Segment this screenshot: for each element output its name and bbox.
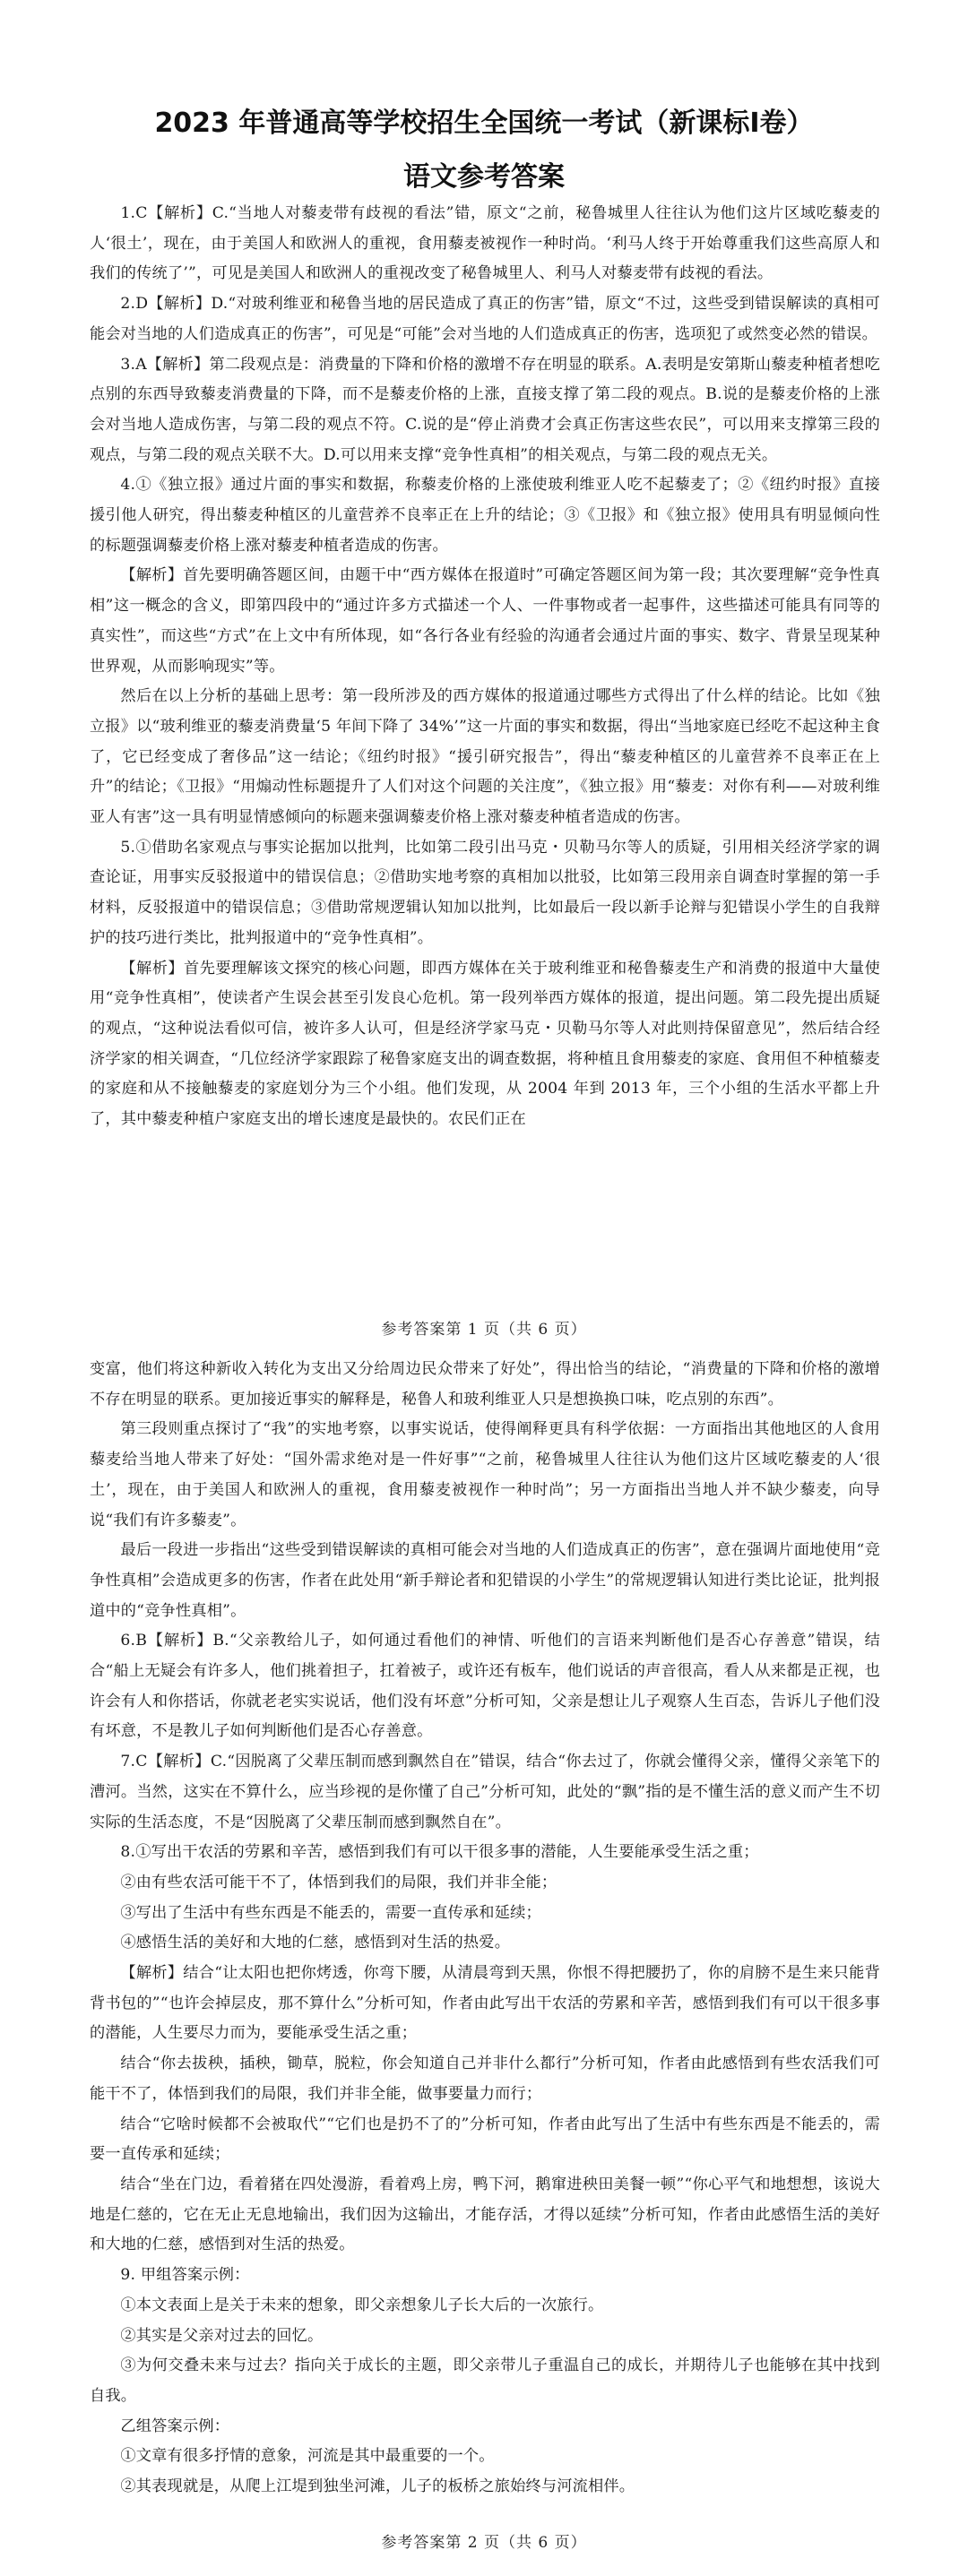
analysis-q8-part-3: 结合“它啥时候都不会被取代”“它们也是扔不了的”分析可知，作者由此写出了生活中有些东西是不能丢的，需要一直传承和延续； [90,2115,880,2164]
answer-q9-group-b-1: ①文章有很多抒情的意象，河流是其中最重要的一个。 [120,2447,495,2466]
document-subtitle: 语文参考答案 [403,161,565,193]
analysis-q8-part-2: 结合“你去拔秧，插秧，锄草，脱粒，你会知道自己并非什么都行”分析可知，作者由此感悟到有些农活我们可能干不了，体悟到我们的局限，我们并非全能，做事要量力而行； [90,2055,880,2103]
analysis-q8-part-4: 结合“坐在门边，看着猪在四处漫游，看着鸡上房，鸭下河，鹅窜进秧田美餐一顿”“你心平气和地想想，该说大地是仁慈的，它在无止无息地输出，我们因为这输出，才能存活，才得以延续”分析可知，作者由此感悟生活的美好和大地的仁慈，感悟到对生活的热爱。 [90,2175,880,2254]
answer-q8-point-3: ③写出了生活中有些东西是不能丢的，需要一直传承和延续； [120,1903,541,1922]
answer-q2: 2.D【解析】D.“对玻利维亚和秘鲁当地的居民造成了真正的伤害”错，原文“不过，这些受到错误解读的真相可能会对当地的人们造成真正的伤害”，可见是“可能”会对当地的人们造成真正的伤害，选项犯了或然变必然的错误。 [90,295,880,343]
answer-q3: 3.A【解析】第二段观点是：消费量的下降和价格的激增不存在明显的联系。A.表明是安第斯山藜麦种植者想吃点别的东西导致藜麦消费量的下降，而不是藜麦价格的上涨，直接支撑了第二段的观点。B.说的是藜麦价格的上涨会对当地人造成伤害，与第二段的观点不符。C.说的是“停止消费才会真正伤害这些农民”，可以用来支撑第三段的观点，与第二段的观点关联不大。D.可以用来支撑“竞争性真相”的相关观点，与第二段的观点无关。 [90,355,880,464]
answer-q8-point-1: 8.①写出干农活的劳累和辛苦，感悟到我们有可以干很多事的潜能，人生要能承受生活之重； [120,1843,759,1862]
page-1-footer: 参考答案第 1 页（共 6 页） [381,1321,587,1339]
answer-q9-group-a-heading: 9. 甲组答案示例： [120,2266,250,2285]
answer-q7: 7.C【解析】C.“因脱离了父辈压制而感到飘然自在”错误，结合“你去过了，你就会懂得父亲，懂得父亲笔下的漕河。当然，这实在不算什么，应当珍视的是你懂了自己”分析可知，此处的“飘”指的是不懂生活的意义而产生不切实际的生活态度，不是“因脱离了父辈压制而感到飘然自在”。 [90,1753,880,1831]
answer-q9-group-a-1: ①本文表面上是关于未来的想象，即父亲想象儿子长大后的一次旅行。 [120,2296,604,2314]
answer-q8-point-4: ④感悟生活的美好和大地的仁慈，感悟到对生活的热爱。 [120,1934,511,1952]
page-2-body [90,1355,880,2503]
analysis-q8: 【解析】结合“让太阳也把你烤透，你弯下腰，从清晨弯到天黑，你恨不得把腰扔了，你的肩膀不是生来只能背背书包的”“也许会掉层皮，那不算什么”分析可知，作者由此写出干农活的劳累和辛苦，感悟到我们有可以干很多事的潜能，人生要尽力而为，要能承受生活之重； [90,1964,880,2043]
analysis-q5: 【解析】首先要理解该文探究的核心问题，即西方媒体在关于玻利维亚和秘鲁藜麦生产和消费的报道中大量使用“竞争性真相”，使读者产生误会甚至引发良心危机。第一段列举西方媒体的报道，提出问题。第二段先提出质疑的观点，“这种说法看似可信，被许多人认可，但是经济学家马克・贝勒马尔等人对此则持保留意见”，然后结合经济学家的相关调查，“几位经济学家跟踪了秘鲁家庭支出的调查数据，将种植且食用藜麦的家庭、食用但不种植藜麦的家庭和从不接触藜麦的家庭划分为三个小组。他们发现，从 2004 年到 2013 年，三个小组的生活水平都上升了，其中藜麦种植户家庭支出的增长速度是最快的。农民们正在 [90,959,880,1129]
answer-q9-group-b-2: ②其表现就是，从爬上江堤到独坐河滩，儿子的板桥之旅始终与河流相伴。 [120,2477,635,2496]
answer-q6: 6.B【解析】B.“父亲教给儿子，如何通过看他们的神情、听他们的言语来判断他们是否心存善意”错误，结合“船上无疑会有许多人，他们挑着担子，扛着被子，或许还有板车，他们说话的声音很高，看人从来都是正视，也许会有人和你搭话，你就老老实实说话，他们没有坏意”分析可知，父亲是想让儿子观察人生百态，告诉儿子他们没有坏意，不是教儿子如何判断他们是否心存善意。 [90,1632,880,1741]
page-1-body [90,199,880,1135]
answer-q4: 4.①《独立报》通过片面的事实和数据，称藜麦价格的上涨使玻利维亚人吃不起藜麦了；②《纽约时报》直接援引他人研究，得出藜麦种植区的儿童营养不良率正在上升的结论；③《卫报》和《独立报》使用具有明显倾向性的标题强调藜麦价格上涨对藜麦种植者造成的伤害。 [90,476,880,555]
page-2-footer: 参考答案第 2 页（共 6 页） [381,2534,587,2552]
answer-q1: 1.C【解析】C.“当地人对藜麦带有歧视的看法”错，原文“之前，秘鲁城里人往往认为他们这片区域吃藜麦的人‘很土’，现在，由于美国人和欧洲人的重视，食用藜麦被视作一种时尚。‘利马人终于开始尊重我们这些高原人和我们的传统了’”，可见是美国人和欧洲人的重视改变了秘鲁城里人、利马人对藜麦带有歧视的看法。 [90,204,880,283]
analysis-q5-third-section: 第三段则重点探讨了“我”的实地考察，以事实说话，使得阐释更具有科学依据：一方面指出其他地区的人食用藜麦给当地人带来了好处：“国外需求绝对是一件好事”“之前，秘鲁城里人往往认为他们这片区域吃藜麦的人‘很土’，现在，由于美国人和欧洲人的重视，食用藜麦被视作一种时尚”；另一方面指出当地人并不缺少藜麦，向导说“我们有许多藜麦”。 [90,1420,880,1529]
document-title: 2023 年普通高等学校招生全国统一考试（新课标Ⅰ卷） [154,108,814,139]
answer-q9-group-a-2: ②其实是父亲对过去的回忆。 [120,2326,324,2345]
analysis-q5-continued: 变富，他们将这种新收入转化为支出又分给周边民众带来了好处”，得出恰当的结论，“消费量的下降和价格的激增不存在明显的联系。更加接近事实的解释是，秘鲁人和玻利维亚人只是想换换口味，吃点别的东西”。 [90,1360,880,1409]
analysis-q4: 【解析】首先要明确答题区间，由题干中“西方媒体在报道时”可确定答题区间为第一段；其次要理解“竞争性真相”这一概念的含义，即第四段中的“通过许多方式描述一个人、一件事物或者一起事件，这些描述可能具有同等的真实性”，而这些“方式”在上文中有所体现，如“各行各业有经验的沟通者会通过片面的事实、数字、背景呈现某种世界观，从而影响现实”等。 [90,566,880,676]
answer-q8-point-2: ②由有些农活可能干不了，体悟到我们的局限，我们并非全能； [120,1873,557,1891]
analysis-q5-last-section: 最后一段进一步指出“这些受到错误解读的真相可能会对当地的人们造成真正的伤害”，意在强调片面地使用“竞争性真相”会造成更多的伤害，作者在此处用“新手辩论者和犯错误的小学生”的常规逻辑认知进行类比论证，批判报道中的“竞争性真相”。 [90,1541,880,1620]
answer-q9-group-b-heading: 乙组答案示例： [120,2417,230,2435]
answer-q5: 5.①借助名家观点与事实论据加以批判，比如第二段引出马克・贝勒马尔等人的质疑，引用相关经济学家的调查论证，用事实反驳报道中的错误信息；②借助实地考察的真相加以批驳，比如第三段用亲自调查时掌握的第一手材料，反驳报道中的错误信息；③借助常规逻辑认知加以批判，比如最后一段以新手论辩与犯错误小学生的自我辩护的技巧进行类比，批判报道中的“竞争性真相”。 [90,838,880,947]
answer-q9-group-a-3: ③为何交叠未来与过去？指向关于成长的主题，即父亲带儿子重温自己的成长，并期待儿子也能够在其中找到自我。 [90,2356,880,2405]
analysis-q4-continued: 然后在以上分析的基础上思考：第一段所涉及的西方媒体的报道通过哪些方式得出了什么样的结论。比如《独立报》以“玻利维亚的藜麦消费量‘5 年间下降了 34%’”这一片面的事实和数据，得出“当地家庭已经吃不起这种主食了，它已经变成了奢侈品”这一结论；《纽约时报》“援引研究报告”，得出“藜麦种植区的儿童营养不良率正在上升”的结论；《卫报》“用煽动性标题提升了人们对这个问题的关注度”，《独立报》用“藜麦：对你有利——对玻利维亚人有害”这一具有明显情感倾向的标题来强调藜麦价格上涨对藜麦种植者造成的伤害。 [90,687,880,827]
